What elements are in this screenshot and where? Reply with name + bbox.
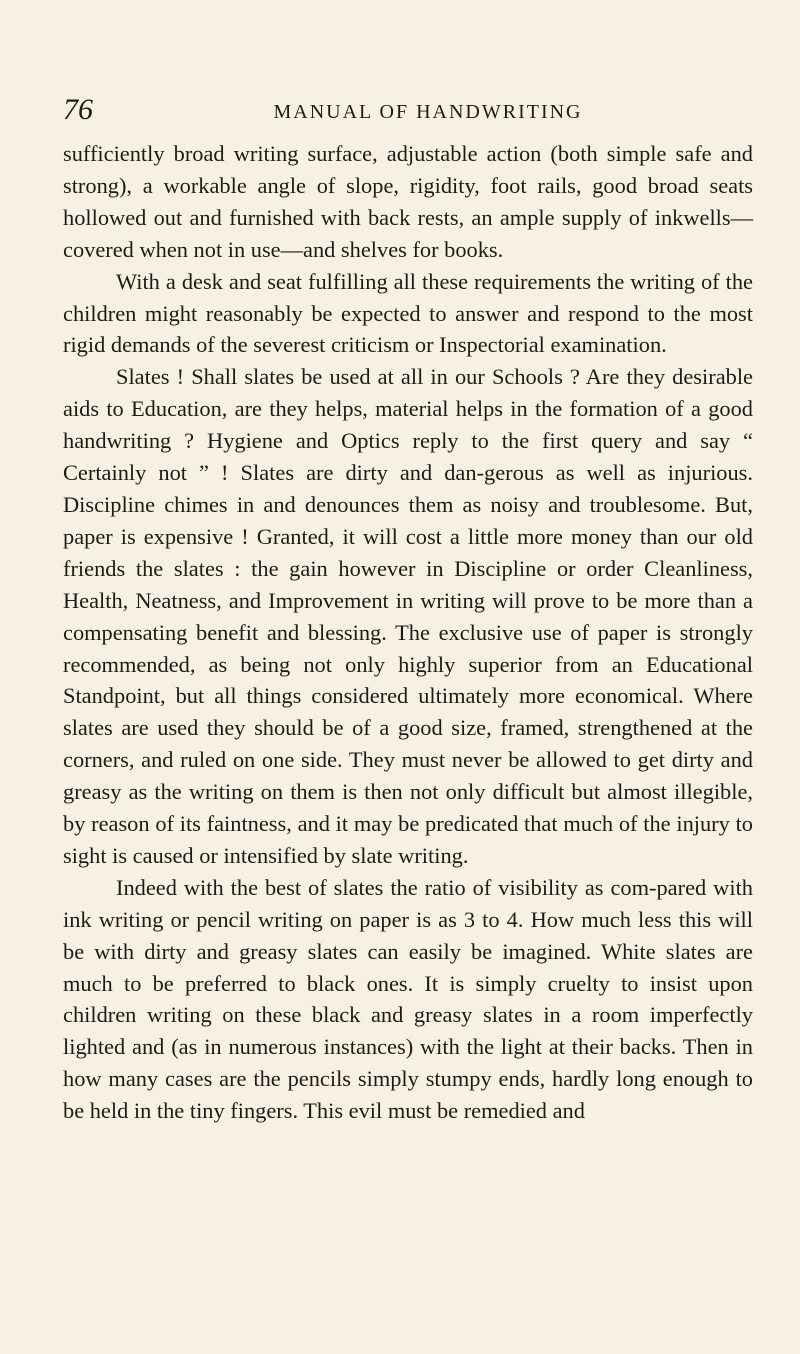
body-text	[63, 138, 753, 1127]
running-head	[63, 92, 753, 132]
header-title: MANUAL OF HANDWRITING	[273, 101, 583, 123]
paragraph-slates: Slates ! Shall slates be used at all in our Schools ? Are they desirable aids to Education, are they helps, material helps in the formation of a good handwriting ? Hygiene and Optics reply to the first query and say “ Certainly not ” ! Slates are dirty and dan-gerous as well as injurious. Discipline chimes in and denounces them as noisy and troublesome. But, paper is expensive ! Granted, it will cost a little more money than our old friends the slates : the gain however in Discipline or order Cleanliness, Health, Neatness, and Improvement in writing will prove to be more than a compensating benefit and blessing. The exclusive use of paper is strongly recommended, as being not only highly superior from an Educational Standpoint, but all things considered ultimately more economical. Where slates are used they should be of a good size, framed, strengthened at the corners, and ruled on one side. They must never be allowed to get dirty and greasy as the writing on them is then not only difficult but almost illegible, by reason of its faintness, and it may be predicated that much of the injury to sight is caused or intensified by slate writing.	[63, 364, 753, 868]
paragraph-desk-requirements: With a desk and seat fulfilling all these requirements the writing of the children might reasonably be expected to answer and respond to the most rigid demands of the severest criticism or Inspectorial examination.	[63, 268, 753, 358]
paragraph-visibility: Indeed with the best of slates the ratio of visibility as com-pared with ink writing or pencil writing on paper is as 3 to 4. How much less this will be with dirty and greasy slates can easily be imagined. White slates are much to be preferred to black ones. It is simply cruelty to insist upon children writing on these black and greasy slates in a room imperfectly lighted and (as in numerous instances) with the light at their backs. Then in how many cases are the pencils simply stumpy ends, hardly long enough to be held in the tiny fingers. This evil must be remedied and	[63, 874, 753, 1124]
page-number: 76	[63, 93, 93, 126]
paragraph-continuation: sufficiently broad writing surface, adjustable action (both simple safe and strong), a workable angle of slope, rigidity, foot rails, good broad seats hollowed out and furnished with back rests, an ample supply of inkwells—covered when not in use—and shelves for books.	[63, 141, 753, 262]
